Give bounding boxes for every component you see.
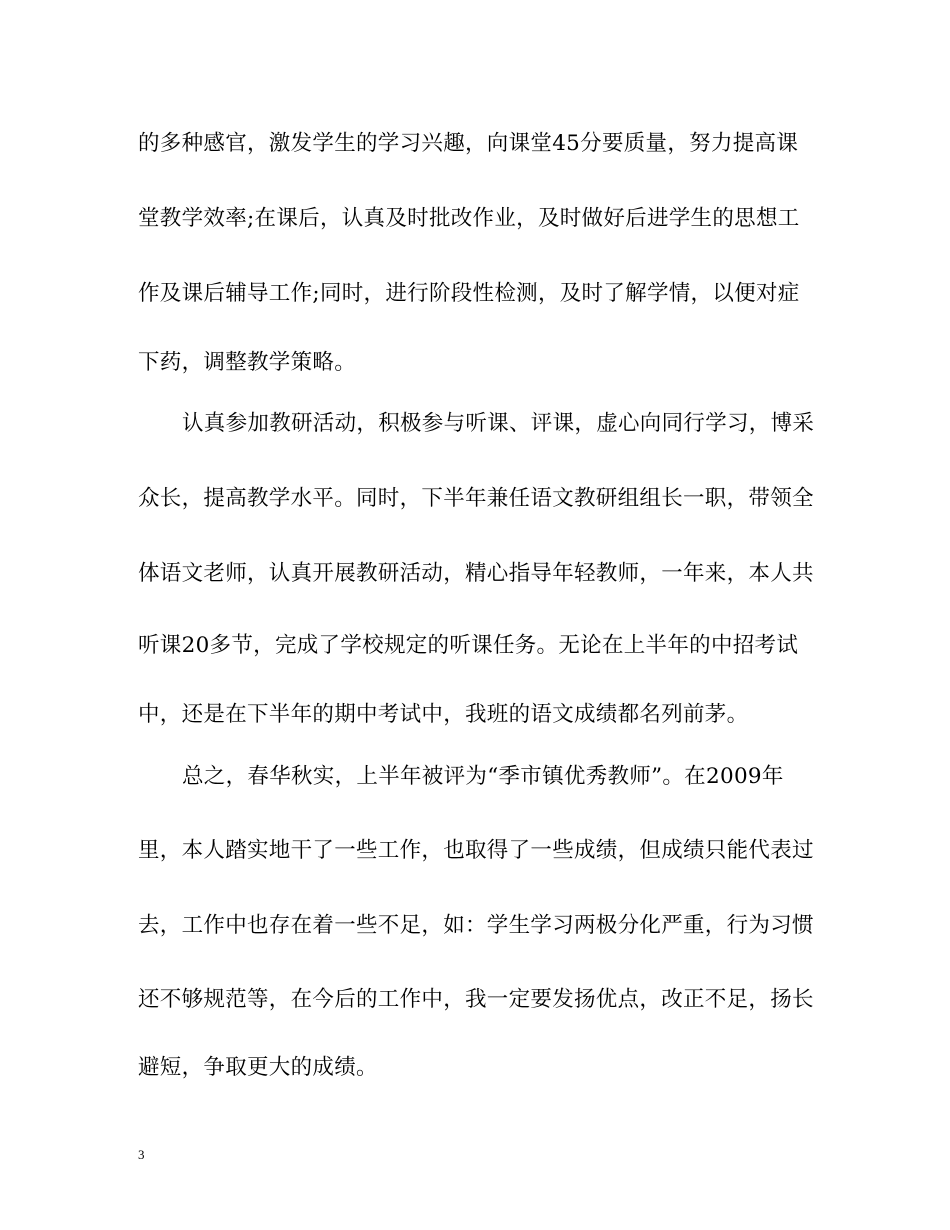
paragraph-line: 总之，春华秋实，上半年被评为“季市镇优秀教师”。在2009年 <box>182 764 784 789</box>
paragraph-line: 还不够规范等，在今后的工作中，我一定要发扬优点，改正不足，扬长 <box>138 987 814 1012</box>
paragraph-line: 听课20多节，完成了学校规定的听课任务。无论在上半年的中招考试 <box>138 633 799 658</box>
paragraph-line: 体语文老师，认真开展教研活动，精心指导年轻教师，一年来，本人共 <box>138 561 814 586</box>
paragraph-line: 的多种感官，激发学生的学习兴趣，向课堂45分要质量，努力提高课 <box>138 131 799 156</box>
paragraph-line: 避短，争取更大的成绩。 <box>138 1055 378 1080</box>
paragraph-line: 认真参加教研活动，积极参与听课、评课，虚心向同行学习，博采 <box>182 411 815 436</box>
paragraph-line: 里，本人踏实地干了一些工作，也取得了一些成绩，但成绩只能代表过 <box>138 838 814 863</box>
paragraph-line: 下药，调整教学策略。 <box>138 350 357 375</box>
paragraph-line: 作及课后辅导工作;同时，进行阶段性检测，及时了解学情，以便对症 <box>138 281 800 306</box>
paragraph-line: 去，工作中也存在着一些不足，如：学生学习两极分化严重，行为习惯 <box>138 913 814 938</box>
paragraph-line: 众长，提高教学水平。同时，下半年兼任语文教研组组长一职，带领全 <box>138 486 814 511</box>
paragraph-line: 中，还是在下半年的期中考试中，我班的语文成绩都名列前茅。 <box>138 702 749 727</box>
page-number: 3 <box>138 1147 145 1162</box>
paragraph-line: 堂教学效率;在课后，认真及时批改作业，及时做好后进学生的思想工 <box>138 206 800 231</box>
